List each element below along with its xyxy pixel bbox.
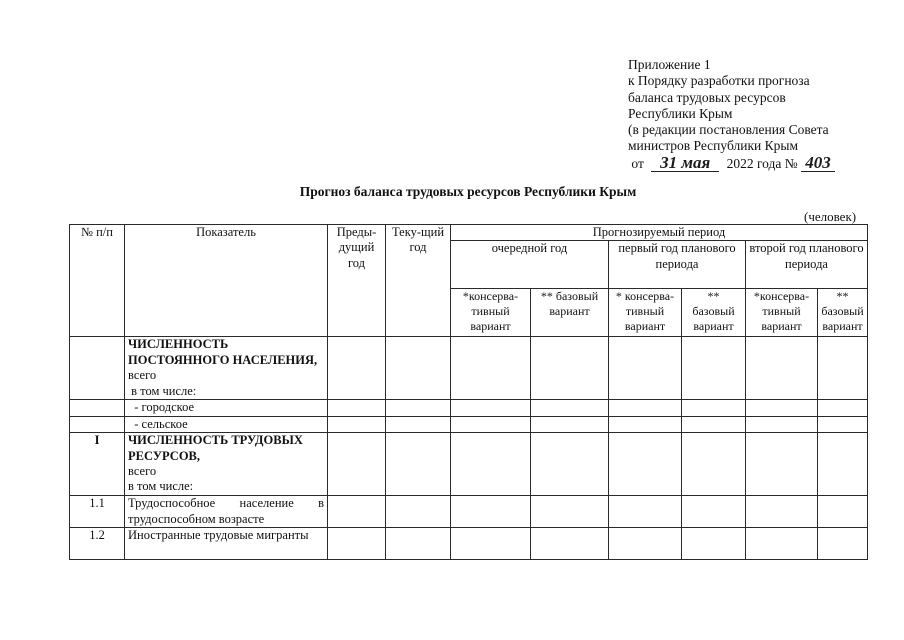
header-indicator: Показатель <box>125 225 328 337</box>
appendix-line: баланса трудовых ресурсов <box>628 89 786 105</box>
row-label: Иностранные трудовые мигранты <box>125 528 328 560</box>
header-conservative-variant: * консерва-тивный вариант <box>609 289 682 337</box>
row-number <box>70 337 125 400</box>
row-label-bold: ЧИСЛЕННОСТЬ ТРУДОВЫХ РЕСУРСОВ, <box>128 433 303 463</box>
date-prefix: от <box>631 155 644 171</box>
table-row <box>70 337 868 400</box>
row-number: I <box>70 433 125 496</box>
table-row <box>70 400 868 416</box>
row-label-rural: - сельское <box>134 416 188 431</box>
appendix-line: к Порядку разработки прогноза <box>628 73 810 89</box>
row-number: 1.1 <box>70 496 125 528</box>
row-label <box>125 337 328 400</box>
row-label-rest: всего <box>128 464 157 479</box>
header-second-plan-year: второй год планового периода <box>746 241 868 289</box>
table-row <box>70 416 868 432</box>
header-forecast-period: Прогнозируемый период <box>451 225 868 241</box>
row-label <box>125 433 328 496</box>
header-base-variant: ** базовый вариант <box>682 289 746 337</box>
date-year: 2022 года № <box>726 155 798 171</box>
appendix-line: министров Республики Крым <box>628 138 798 154</box>
header-first-plan-year: первый год планового периода <box>609 241 746 289</box>
header-conservative-variant: *консерва-тивный вариант <box>746 289 818 337</box>
units-label: (человек) <box>804 209 857 224</box>
appendix-line: Приложение 1 <box>628 57 711 72</box>
appendix-line: Республики Крым <box>628 105 733 121</box>
header-current-year: Теку-щий год <box>386 225 451 337</box>
table-row <box>70 496 868 528</box>
row-label <box>125 416 328 432</box>
appendix-line: (в редакции постановления Совета <box>628 122 829 138</box>
header-conservative-variant: *консерва-тивный вариант <box>451 289 531 337</box>
handwritten-number: 403 <box>801 155 835 172</box>
table-row <box>70 433 868 496</box>
header-num: № п/п <box>70 225 125 337</box>
row-label-incl: в том числе: <box>128 479 194 494</box>
header-base-variant: ** базовый вариант <box>818 289 868 337</box>
header-base-variant: ** базовый вариант <box>531 289 609 337</box>
row-label-rest: всего <box>128 368 157 383</box>
appendix-block <box>628 57 835 172</box>
row-label <box>125 400 328 416</box>
row-number: 1.2 <box>70 528 125 560</box>
row-label-urban: - городское <box>134 400 195 415</box>
row-label-bold: ЧИСЛЕННОСТЬ ПОСТОЯННОГО НАСЕЛЕНИЯ, <box>128 337 318 367</box>
appendix-date-line <box>628 152 835 172</box>
table-row <box>70 528 868 560</box>
balance-table <box>69 224 868 560</box>
document-title: Прогноз баланса трудовых ресурсов Республики Крым <box>299 184 637 199</box>
header-previous-year: Преды-дущий год <box>328 225 386 337</box>
row-label: Трудоспособное население в трудоспособном возрасте <box>125 496 328 528</box>
handwritten-date: 31 мая <box>651 155 719 172</box>
header-next-year: очередной год <box>451 241 609 289</box>
row-label-incl: в том числе: <box>131 383 197 398</box>
